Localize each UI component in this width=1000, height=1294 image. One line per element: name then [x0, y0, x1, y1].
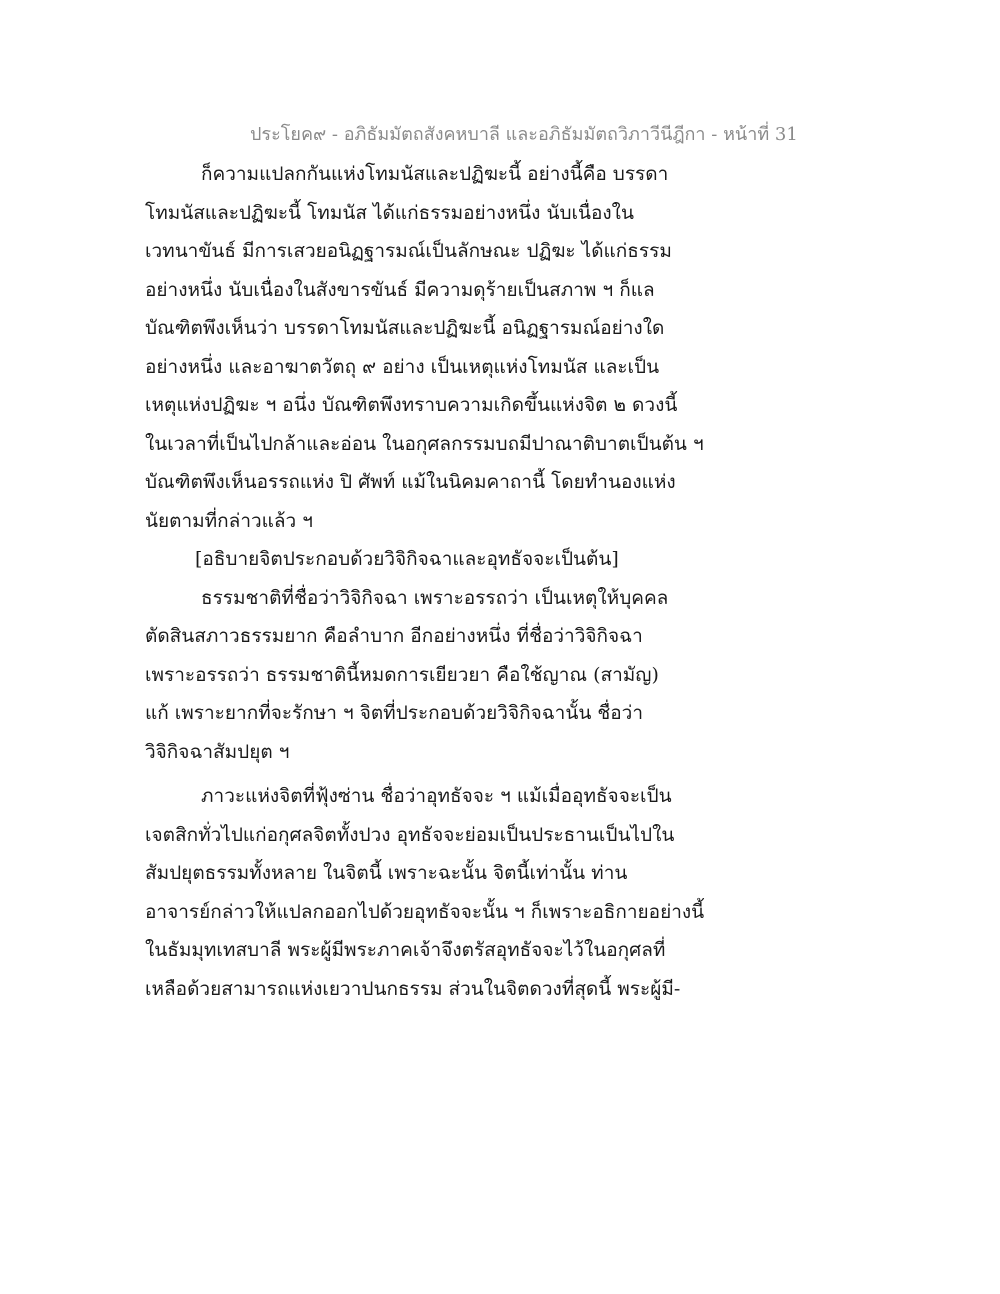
text-line: ธรรมชาติที่ชื่อว่าวิจิกิจฉา เพราะอรรถว่า เป็นเหตุให้บุคคล [201, 586, 669, 609]
text-line: เวทนาขันธ์ มีการเสวยอนิฏฐารมณ์เป็นลักษณะ ปฏิฆะ ได้แก่ธรรม [145, 240, 672, 262]
section-heading-block [145, 540, 745, 579]
page-body [145, 155, 745, 1008]
text-line: อย่างหนึ่ง และอาฆาตวัตถุ ๙ อย่าง เป็นเหตุแห่งโทมนัส และเป็น [145, 355, 660, 378]
text-line: บัณฑิตพึงเห็นว่า บรรดาโทมนัสและปฏิฆะนี้ อนิฏฐารมณ์อย่างใด [145, 317, 665, 339]
text-line: แก้ เพราะยากที่จะรักษา ฯ จิตที่ประกอบด้วยวิจิกิจฉานั้น ชื่อว่า [145, 702, 643, 724]
text-line: ภาวะแห่งจิตที่ฟุ้งซ่าน ชื่อว่าอุทธัจจะ ฯ แม้เมื่ออุทธัจจะเป็น [201, 785, 672, 807]
text-line: อย่างหนึ่ง นับเนื่องในสังขารขันธ์ มีความดุร้ายเป็นสภาพ ฯ ก็แล [145, 278, 655, 301]
paragraph [145, 777, 745, 1008]
text-line: เพราะอรรถว่า ธรรมชาตินี้หมดการเยียวยา คือใช้ญาณ (สามัญ) [145, 663, 659, 686]
text-line: เหลือด้วยสามารถแห่งเยวาปนกธรรม ส่วนในจิตดวงที่สุดนี้ พระผู้มี- [145, 977, 681, 1000]
paragraph [145, 579, 745, 772]
paragraph [145, 155, 745, 540]
text-line: เจตสิกทั่วไปแก่อกุศลจิตทั้งปวง อุทธัจจะย่อมเป็นประธานเป็นไปใน [145, 823, 675, 846]
text-line: สัมปยุตธรรมทั้งหลาย ในจิตนี้ เพราะฉะนั้น จิตนี้เท่านั้น ท่าน [145, 862, 628, 884]
page-header: ประโยค๙ - อภิธัมมัตถสังคหบาลี และอภิธัมมัตถวิภาวีนีฎีกา - หน้าที่ 31 [250, 124, 798, 145]
text-line: ตัดสินสภาวธรรมยาก คือลำบาก อีกอย่างหนึ่ง ที่ชื่อว่าวิจิกิจฉา [145, 625, 643, 647]
text-line: บัณฑิตพึงเห็นอรรถแห่ง ปิ ศัพท์ แม้ในนิคมคาถานี้ โดยทำนองแห่ง [145, 471, 676, 493]
text-line: เหตุแห่งปฏิฆะ ฯ อนึ่ง บัณฑิตพึงทราบความเกิดขึ้นแห่งจิต ๒ ดวงนี้ [145, 394, 678, 416]
text-line: ในธัมมุทเทสบาลี พระผู้มีพระภาคเจ้าจึงตรัสอุทธัจจะไว้ในอกุศลที่ [145, 939, 666, 961]
text-line: ก็ความแปลกกันแห่งโทมนัสและปฏิฆะนี้ อย่างนี้คือ บรรดา [201, 163, 669, 185]
text-line: โทมนัสและปฏิฆะนี้ โทมนัส ได้แก่ธรรมอย่างหนึ่ง นับเนื่องใน [145, 201, 634, 224]
text-line: ในเวลาที่เป็นไปกล้าและอ่อน ในอกุศลกรรมบถมีปาณาติบาตเป็นต้น ฯ [145, 432, 704, 455]
text-line: นัยตามที่กล่าวแล้ว ฯ [145, 509, 313, 532]
section-heading: [อธิบายจิตประกอบด้วยวิจิกิจฉาและอุทธัจจะเป็นต้น] [195, 548, 619, 570]
text-line: อาจารย์กล่าวให้แปลกออกไปด้วยอุทธัจจะนั้น ฯ ก็เพราะอธิกายอย่างนี้ [145, 900, 705, 923]
text-line: วิจิกิจฉาสัมปยุต ฯ [145, 740, 290, 763]
